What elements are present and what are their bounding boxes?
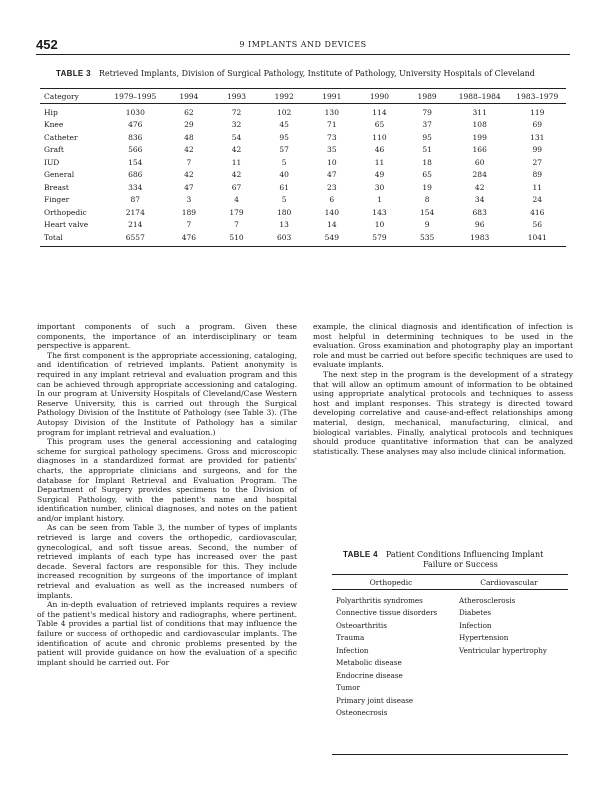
table3-row [40,144,566,157]
table3-cell: 11 [532,182,543,192]
table3-cell: 130 [324,107,339,117]
table3-cell: 189 [181,207,197,217]
table3-cell: 549 [324,232,339,242]
paragraph: This program uses the general accessioning and cataloging scheme for surgical pathology specimens. Gross and microscopic diagnoses in a standardized format are provided for patients' charts, the appropriate clinicians and surgeons, and for the database for Implant Retrieval and Evaluation Program. The Department of Surgery provides specimens to the Division of Surgical Pathology, with the patient's name and hospital identification number, clinical diagnoses, and notes on the patient and/or implant history. [37,437,297,523]
table4-row [332,707,568,720]
table3-cell: 56 [532,220,543,230]
table3-cell: 48 [184,132,194,142]
table3-cell: 45 [279,120,289,130]
table3-label: TABLE 3 [56,69,91,78]
table3-body [40,104,566,244]
table3-row [40,119,566,132]
table4-row [332,594,568,607]
table3-cell: 62 [184,107,194,117]
table3-cell: Breast [44,182,69,192]
left-text-column [37,322,297,667]
table4-cell: Infection [336,645,369,655]
paragraph: example, the clinical diagnosis and identification of infection is most helpful in determining techniques to be used in the evaluation. Gross examination and photography play an important role and must be carried out before specific techniques are used to evaluate implants. [313,322,573,370]
table3-cell: 603 [277,232,292,242]
table3-cell: Orthopedic [44,207,87,217]
table3-cell: 102 [277,107,292,117]
table3-cell: 3 [186,195,192,205]
table3-cell: Graft [44,145,64,155]
table3-cell: 46 [374,145,385,155]
table3-cell: 114 [372,107,387,117]
paragraph: The first component is the appropriate accessioning, cataloging, and identification of retrieved implants. Patient anonymity is required in any implant retrieval and evaluation program and this can be achieved through appropriate accessioning and cataloging. In our program at University Hospitals of Cleveland/Case Western Reserve University, this is carried out through the Surgical Pathology Division of the Institute of Pathology (see Table 3). (The Autopsy Division of the Institute of Pathology has a similar program for implant retrieval and evaluation.) [37,350,297,437]
table3-cell: Hip [44,107,58,117]
table3-cell: 89 [532,170,543,180]
table3-cell: 510 [229,232,244,242]
table3-cell: Catheter [44,132,78,142]
table3-cell: 214 [128,220,143,230]
table3-cell: 143 [372,207,387,217]
table3-cell: 10 [327,157,337,167]
table3-cell: 79 [422,107,432,117]
table4-caption-line1: Patient Conditions Influencing Implant [385,550,544,559]
table3-cell: 199 [472,132,487,142]
table3-cell: 27 [532,157,543,167]
table3-cell: Finger [44,195,70,205]
table3-cell: General [44,170,75,180]
table3-column-header: 1994 [179,91,199,101]
table3-cell: 166 [472,145,487,155]
table3-cell: 65 [374,120,385,130]
table3-cell: 47 [327,170,337,180]
table4-cell: Hypertension [459,633,509,643]
table4-cell: Connective tissue disorders [336,608,438,618]
table4-row [332,619,568,632]
table3-cell: 1 [377,195,382,205]
table4-cell: Metabolic disease [336,658,402,668]
table3-cell: 131 [530,132,545,142]
table3-column-header: 1988–1984 [458,91,501,101]
table3-cell: 6 [329,195,335,205]
table3-cell: 566 [128,145,143,155]
table4-row [332,607,568,620]
table4-cell: Primary joint disease [336,695,414,705]
table3-cell: 7 [186,220,192,230]
table4-row [332,632,568,645]
table3-cell: 71 [327,120,337,130]
table3-cell: Knee [44,120,64,130]
table3-cell: 535 [419,232,435,242]
table4-row [332,694,568,707]
table3-cell: 5 [281,195,287,205]
table4-cell: Infection [459,620,492,630]
table3-cell: 686 [128,170,143,180]
table4-cell: Atherosclerosis [459,595,516,605]
table4-caption [343,550,543,570]
table3-row [40,131,566,144]
page-header [36,38,570,55]
table3-cell: 35 [327,145,337,155]
table3-cell: 42 [231,145,242,155]
table3-cell: 140 [324,207,339,217]
table3-cell: 683 [472,207,487,217]
table3-cell: 4 [234,195,239,205]
table3-cell: Heart valve [44,220,89,230]
table4-cell: Diabetes [459,608,492,618]
table3-column-header: 1979–1995 [114,91,157,101]
table3-cell: 95 [422,132,432,142]
table3-cell: 72 [231,107,242,117]
table3-cell: 29 [184,120,194,130]
table3-column-header: 1990 [369,91,389,101]
table3-cell: 1041 [527,232,547,242]
table3-cell: 99 [532,145,543,155]
table3-cell: 67 [231,182,242,192]
table3-cell: 334 [128,182,143,192]
table3-cell: 579 [372,232,387,242]
table3-cell: 1983 [470,232,490,242]
table3-cell: 108 [472,120,487,130]
table4-cell: Trauma [336,633,365,643]
table3-cell: 54 [231,132,242,142]
table3-cell: 30 [374,182,385,192]
table4-column-header: Orthopedic [369,577,413,587]
table3-cell: 42 [231,170,242,180]
table3-row [40,194,566,207]
table3-column-header: 1991 [322,91,342,101]
table3-cell: 119 [530,107,545,117]
table4 [332,574,568,755]
table4-cell: Polyarthritis syndromes [336,595,423,605]
table3-cell: 416 [530,207,545,217]
table3-cell: 18 [422,157,432,167]
table3-cell: 49 [374,170,385,180]
table3-column-header: 1989 [417,91,437,101]
paragraph: important components of such a program. Given these components, the importance of an interdisciplinary or team perspective is apparent. [37,322,297,351]
table3-cell: 13 [279,220,289,230]
table3-cell: 110 [372,132,387,142]
table3-row [40,219,566,232]
table3-cell: 42 [474,182,485,192]
table3-cell: IUD [44,157,60,167]
paragraph: As can be seen from Table 3, the number of types of implants retrieved is large and covers the orthopedic, cardiovascular, gynecological, and soft tissue areas. Second, the number of retrieved implants of each type has increased over the past decade. Several factors are responsible for this. They include increased recognition by surgeons of the importance of implant retrieval and evaluation as well as the increased numbers of implants. [37,523,297,600]
table3-cell: 5 [281,157,287,167]
page-number: 452 [36,37,58,52]
table4-cell: Osteoarthritis [336,620,387,630]
table3-column-header: Category [44,91,79,101]
table3-cell: 47 [184,182,194,192]
table3-cell: 32 [231,120,242,130]
table3-cell: 7 [234,220,239,230]
table3-cell: 10 [374,220,385,230]
table3-cell: 154 [128,157,143,167]
table3-cell: 1030 [125,107,145,117]
table3-cell: 14 [327,220,337,230]
table3-header-row [40,89,566,103]
table3-row [40,106,566,119]
table4-cell: Ventricular hypertrophy [459,645,547,655]
table3-cell: 61 [279,182,289,192]
table3-cell: 180 [277,207,292,217]
table4-cell: Osteonecrosis [336,708,388,718]
table3-cell: 154 [419,207,435,217]
table3-cell: 37 [422,120,432,130]
table3-cell: 23 [327,182,337,192]
table3-column-header: 1983–1979 [516,91,559,101]
table4-row [332,644,568,657]
table3-cell: 60 [474,157,485,167]
table3-cell: 34 [474,195,485,205]
table3-cell: 179 [229,207,244,217]
table3-cell: 51 [422,145,432,155]
table3-cell: 284 [472,170,487,180]
table3-row [40,206,566,219]
table3-cell: 11 [374,157,385,167]
table3 [40,88,566,247]
table3-cell: 96 [474,220,485,230]
table3-cell: 69 [532,120,543,130]
table3-row [40,169,566,182]
table3-row [40,231,566,244]
table4-label: TABLE 4 [343,550,378,559]
table4-cell: Endocrine disease [336,670,403,680]
table3-caption-text: Retrieved Implants, Division of Surgical Pathology, Institute of Pathology, University Hospitals of Cleveland [98,69,535,78]
table3-cell: 8 [424,195,430,205]
table4-header-row [332,575,568,589]
table3-cell: 95 [279,132,289,142]
table4-row [332,682,568,695]
table3-cell: 6557 [125,232,145,242]
table4-caption-line2: Failure or Success [423,560,498,569]
table3-cell: 311 [472,107,487,117]
table4-row [332,657,568,670]
table3-cell: 40 [279,170,289,180]
table3-caption [56,69,535,78]
table3-cell: 836 [128,132,143,142]
table3-cell: 476 [128,120,143,130]
paragraph: The next step in the program is the development of a strategy that will allow an optimum amount of information to be obtained using appropriate analytical protocols and techniques to assess host and implant responses. This strategy is directed toward developing correlative and cause-and-effect relationships among material, design, mechanical, manufacturing, clinical, and biological variables. Finally, analytical protocols and techniques should produce quantitative information that can be analyzed statistically. These analyses may also include clinical information. [313,369,573,456]
table3-cell: 57 [279,145,289,155]
paragraph: An in-depth evaluation of retrieved implants requires a review of the patient's medical history and radiographs, where pertinent. Table 4 provides a partial list of conditions that may influence the failure or success of orthopedic and cardiovascular implants. The identification of acute and chronic problems presented by the patient will provide guidance on how the evaluation of a specific implant should be carried out. For [37,600,297,667]
table3-cell: Total [44,232,63,242]
table3-cell: 19 [422,182,432,192]
running-head: 9 IMPLANTS AND DEVICES [239,40,367,49]
table3-cell: 7 [186,157,192,167]
table3-cell: 42 [184,170,194,180]
table3-cell: 73 [327,132,337,142]
table3-cell: 87 [130,195,141,205]
table4-column-header: Cardiovascular [480,577,538,587]
table4-cell: Tumor [336,683,361,693]
table3-cell: 2174 [125,207,145,217]
right-text-column [313,322,573,456]
table3-cell: 9 [424,220,430,230]
table4-body [332,590,568,754]
table4-row [332,669,568,682]
table3-cell: 65 [422,170,432,180]
table3-cell: 42 [184,145,194,155]
table3-cell: 476 [181,232,197,242]
table3-cell: 24 [532,195,543,205]
table3-cell: 11 [231,157,242,167]
table3-column-header: 1993 [226,91,247,101]
table3-row [40,181,566,194]
table3-row [40,156,566,169]
table3-column-header: 1992 [274,91,294,101]
